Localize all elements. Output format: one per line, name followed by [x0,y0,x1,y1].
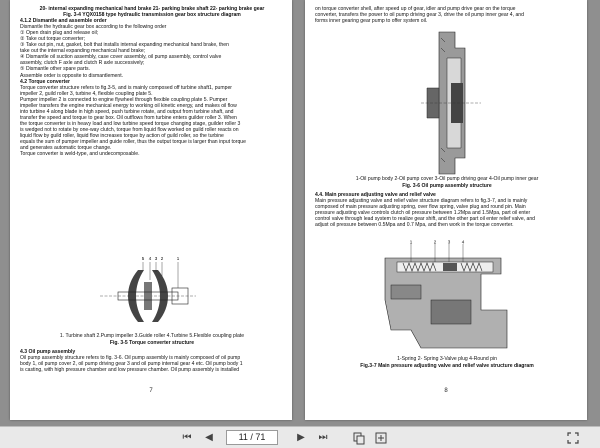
fig7-caption-parts: 1-Spring 2- Spring 3-Valve plug 4-Round pin [397,356,497,362]
page-8 [305,0,587,420]
text-line: impeller transfers the engine mechanical energy to working oil kinetic energy, and makes oil flow [20,102,237,109]
page-number-input[interactable]: 11 / 71 [226,430,278,445]
fig7-label: 3 [447,240,451,245]
text-line: liquid flow by guild roller, liquid flow increases torque by action of guild roller, so the turbine [20,132,224,139]
left-page-text-bottom [20,349,284,373]
text-line: ⑤ Dismantle other spare parts. [20,66,90,73]
page-number: 7 [149,388,153,394]
text-line: into turbine 4 along blade in high speed, push turbine rotate, and output from turbine shaft, and [20,108,234,115]
text-line: adjust oil pressure between 0.5Mpa and 0.7 Mpa, and then work in the torque converter. [315,222,514,229]
text-line: 4.2 Torque converter [20,78,71,85]
text-line: composed of main pressure adjusting spring, over flow spring, valve plug and round pin. Main [315,204,526,211]
text-line: assembly, clutch F axle and clutch R axle successively; [20,60,145,67]
text-line: 20- internal expanding mechanical hand brake 21- parking brake shaft 22- parking brake gear [39,6,265,12]
fig6-caption-parts: 1-Oil pump body 2-Oil pump cover 3-Oil pump driving gear 4-Oil pump inner gear [355,176,539,182]
copy-icon[interactable] [352,431,366,445]
fig5-label: 4 [148,256,152,261]
previous-page-icon[interactable]: ◀ [205,432,213,443]
text-line: is wedged not to rotate by one-way clutch, torque from liquid flow worked on guild roller reacts on [20,126,239,133]
fig5-caption-title: Fig. 3-5 Torque converter structure [109,340,195,346]
text-line: 4.4. Main pressure adjusting valve and relief valve [315,192,436,198]
fig5-label: 1 [176,256,180,261]
torque-converter-figure [98,252,198,328]
text-line: ④ Dismantle oil suction assembly, case cover assembly, oil pump assembly, control valve [20,54,222,61]
fig5-caption-parts: 1. Turbine shaft 2.Pump impeller 3.Guide roller 4.Turbine 5.Flexible coupling plate [59,333,245,339]
next-page-icon[interactable]: ▶ [297,432,305,443]
text-line: ② Take out torque converter; [20,36,86,43]
fit-page-icon[interactable] [374,431,388,445]
text-line: forms inner gearing gear pump to offer system oil. [315,18,428,25]
fig5-label: 2 [160,256,164,261]
last-page-icon[interactable]: ⏭ [318,432,328,443]
text-line: ③ Take out pin, nut, gasket, bolt that installs internal expanding mechanical hand brake, then [20,42,229,49]
text-line: 4.3 Oil pump assembly [20,349,76,355]
fig7-label: 2 [433,240,437,245]
pressure-valve-figure [381,240,511,352]
text-line: control valve through lead system to realize gear shift, and the other part oil enter relief valve, and [315,216,536,223]
fullscreen-icon[interactable] [566,431,580,445]
text-line: transfer the speed and torque to gear box. Oil outflows from turbine enters guilder roller 3. When [20,114,237,121]
page-number: 8 [444,388,448,394]
text-line: 4.1.2 Dismantle and assemble order [20,18,107,25]
fig7-label: 4 [461,240,465,245]
text-line: Pumper impeller 2 is connected to engine flywheel through flexible coupling plate 5. Pumper [20,96,228,103]
oil-pump-figure [421,28,481,178]
first-page-icon[interactable]: ⏮ [182,432,192,443]
fig7-label: 1 [409,240,413,245]
text-line: body 1, oil pump cover 2, oil pump driving gear 3 and oil pump internal gear 4 etc. Oil pump body 1 [20,361,243,368]
text-line: take out the internal expanding mechanical hand brake; [20,48,146,55]
left-page-text-top [20,6,284,157]
text-line: Assemble order is opposite to dismantlement. [20,72,124,79]
fig6-caption-title: Fig. 3-6 Oil pump assembly structure [402,183,492,189]
text-line: ① Open drain plug and release oil; [20,30,99,37]
text-line: converter, transfers the power to oil pump driving gear 3, drive the oil pump inner gear 4, and [315,12,524,19]
text-line: the torque converter is in heavy load and low turbine speed torque changing stage, guilder roller 3 [20,120,241,127]
text-line: is casting, with high pressure chamber and low pressure chamber. Oil pump assembly is installed [20,367,240,374]
page-navigation-toolbar [0,426,600,448]
text-line: Torque converter is weld-type, and undecomposable. [20,151,140,158]
text-line: impeller 2, guild roller 3, turbine 4, flexible coupling plate 5. [20,90,153,97]
fig5-label: 5 [141,256,145,261]
text-line: Torque converter structure refers to fig.3-5, and is mainly composed off turbine shaft1, pumper [20,84,232,91]
text-line: Main pressure adjusting valve and relief valve structure diagram refers to fig.3-7, and is mainly [315,198,528,205]
text-line: Fig. 3-4 YQX0158 type hydraulic transmission gear box structure diagram [63,12,241,19]
right-page-text-bottom [315,192,579,228]
text-line: Oil pump assembly structure refers to fig. 3-6. Oil pump assembly is mainly composed of oil pump [20,355,241,362]
right-page-text-top [315,6,579,24]
text-line: equals the sum of pumper impeller and guide roller, thus the output torque is larger than input torque [20,139,246,146]
text-line: Dismantle the hydraulic gear box according to the following order [20,24,167,31]
text-line: and generates automatic torque change. [20,145,112,152]
fig7-caption-title: Fig.3-7 Main pressure adjusting valve and relief valve structure diagram [360,363,534,369]
fig5-label: 3 [154,256,158,261]
page-7 [10,0,292,420]
text-line: on torque converter shell, after speed up of gear, idler and pump drive gear on the torque [315,6,516,12]
text-line: pressure adjusting valve controls clutch oil pressure between 1.2Mpa and 1.5Mpa, part oil enter [315,210,531,217]
